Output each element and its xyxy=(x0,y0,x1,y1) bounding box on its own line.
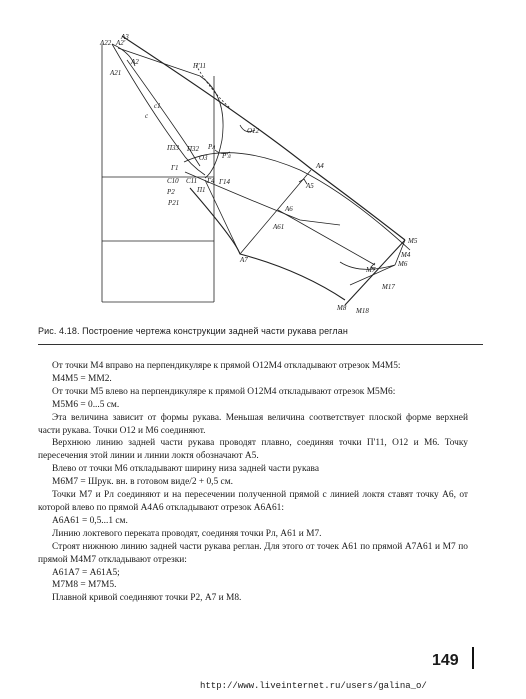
paragraph: От точки М5 влево на перпендикуляре к прямой О12М4 откладывают отрезок М5М6: xyxy=(52,386,396,397)
label-m18: M18 xyxy=(356,307,369,315)
paragraph: Верхнюю линию задней части рукава проводят плавно, соединяя точки П'11, О12 и М6. Точку пересечения этой линии и линии локтя обозначают А5. xyxy=(38,438,468,462)
arc-p11 xyxy=(196,65,230,108)
page-number-bar xyxy=(472,647,474,669)
paragraph: М7М8 = М7М5. xyxy=(52,580,117,591)
paragraph: Точки М7 и Рл соединяют и на пересечении полученной прямой с линией локтя ставят точку А6, от которой влево по прямой А4А6 откладывают отрезок А6А61: xyxy=(38,490,468,513)
label-c1: c1 xyxy=(154,102,161,110)
paragraph: Плавной кривой соединяют точки Р2, А7 и М8. xyxy=(52,593,242,604)
paragraph: Эта величина зависит от формы рукава. Меньшая величина соответствует плоской форме верхней части рукава. Точки О12 и М6 соединяют. xyxy=(38,412,468,436)
sleeve-draft-svg xyxy=(0,0,526,325)
label-p1: П1 xyxy=(197,186,206,194)
source-url: http://www.liveinternet.ru/users/galina_o/ xyxy=(200,681,427,691)
label-p33: П33 xyxy=(167,144,180,152)
label-plp: P'л xyxy=(222,152,231,160)
figure-labels xyxy=(99,33,418,315)
label-m17: M17 xyxy=(382,283,395,291)
label-pl: Рл xyxy=(208,143,216,151)
label-c11: С11 xyxy=(186,177,198,185)
label-a6: А6 xyxy=(285,205,293,213)
label-m4: M4 xyxy=(401,251,411,259)
label-c10: С10 xyxy=(167,177,179,185)
label-p32: П32 xyxy=(187,145,200,153)
label-a2: A2 xyxy=(131,58,139,66)
paragraph: Строят нижнюю линию задней части рукава реглан. Для этого от точек А61 по прямой А7А61 и М7 по прямой М4М7 откладывают отрезки: xyxy=(38,541,468,565)
paragraph: А6А61 = 0,5...1 см. xyxy=(52,515,128,526)
page-number: 149 xyxy=(432,652,459,669)
label-o12: O12 xyxy=(247,127,260,135)
figure-caption: Рис. 4.18. Построение чертежа конструкции задней части рукава реглан xyxy=(38,326,348,336)
caption-divider xyxy=(38,344,483,345)
paragraph: М5М6 = 0...5 см. xyxy=(52,399,120,410)
label-a22: A22 xyxy=(100,39,112,47)
label-m5: M5 xyxy=(408,237,418,245)
paragraph: А61А7 = А61А5; xyxy=(52,567,120,578)
paragraph: М4М5 = ММ2. xyxy=(52,373,112,384)
label-c: c xyxy=(145,112,149,120)
construction-drawing xyxy=(0,0,526,325)
label-m8: M8 xyxy=(337,304,347,312)
sleeve-cap-line xyxy=(184,153,410,250)
label-g1: Г1 xyxy=(171,164,179,172)
paragraph: От точки М4 вправо на перпендикуляре к прямой О12М4 откладывают отрезок М4М5: xyxy=(52,361,401,371)
elbow-diagonal xyxy=(205,180,240,254)
body-text xyxy=(38,360,468,605)
label-a21: A21 xyxy=(110,69,122,77)
armhole-back-curve xyxy=(200,76,223,178)
label-p2: Р2 xyxy=(167,188,175,196)
label-m7: M7 xyxy=(366,266,376,274)
label-p21: P21 xyxy=(168,199,180,207)
sleeve-upper-line xyxy=(122,36,405,240)
paragraph: М6М7 = Шрук. вн. в готовом виде/2 + 0,5 см. xyxy=(52,477,233,488)
elbow-line xyxy=(240,170,311,254)
label-a61: А61 xyxy=(273,223,285,231)
sleeve-under-line xyxy=(190,188,345,300)
paragraph: Влево от точки М6 откладывают ширину низа задней части рукава xyxy=(52,464,320,475)
sleeve-inner-line xyxy=(278,210,375,265)
paragraph: Линию локтевого переката проводят, соединяя точки Рл, А61 и М7. xyxy=(52,528,322,539)
label-a3: A3 xyxy=(121,33,129,41)
label-m6: M6 xyxy=(398,260,408,268)
label-a4: А4 xyxy=(316,162,324,170)
label-a2p: A2' xyxy=(116,39,126,47)
label-a5: А5 xyxy=(306,182,314,190)
label-g14: Г14 xyxy=(219,178,230,186)
label-a7: А7 xyxy=(240,256,248,264)
label-g4: Г4 xyxy=(207,177,215,185)
label-p11: П'11 xyxy=(193,62,207,70)
label-o3: O3 xyxy=(199,154,208,162)
